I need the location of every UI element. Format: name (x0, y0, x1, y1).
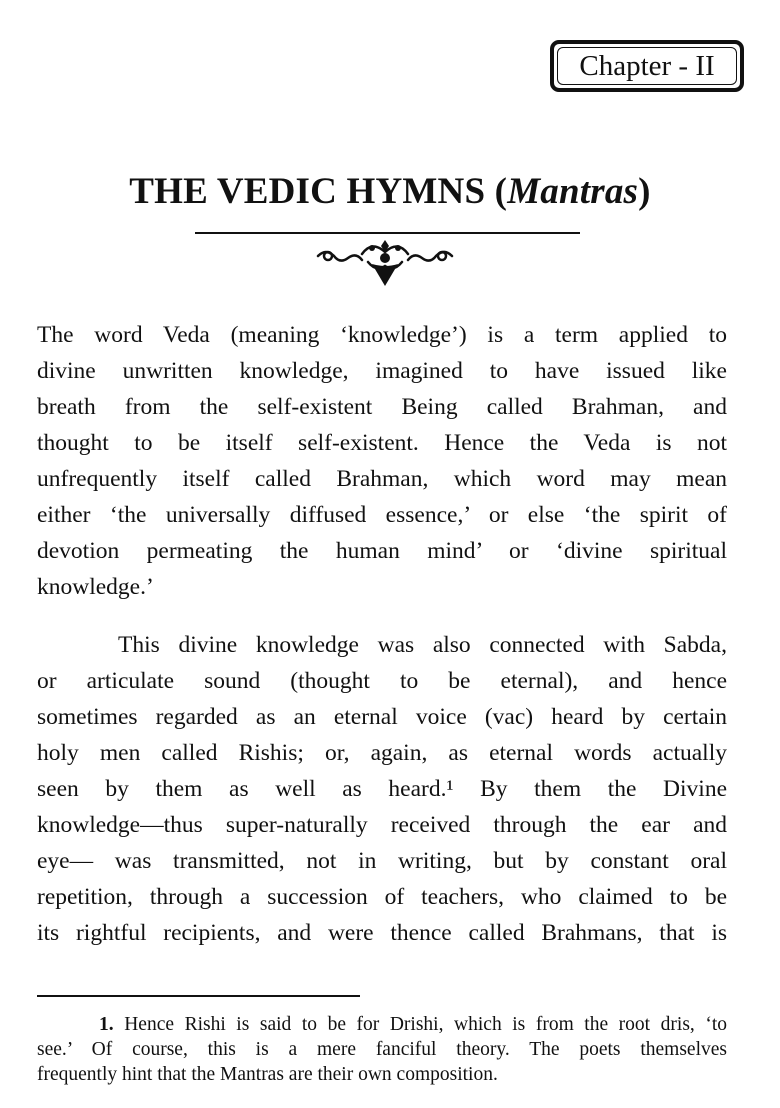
footnote-line: see.’ Of course, this is a mere fanciful theory. The poets themselves (37, 1039, 727, 1060)
chapter-title (0, 170, 780, 213)
footnote-line (37, 1012, 727, 1037)
title-italic: Mantras (507, 171, 639, 212)
title-main: THE VEDIC HYMNS ( (129, 171, 508, 212)
text-line: or articulate sound (thought to be eternal), and hence (37, 668, 727, 694)
text-line: holy men called Rishis; or, again, as eternal words actually (37, 740, 727, 766)
paragraph-1 (37, 317, 727, 605)
paragraph-2 (37, 627, 727, 951)
chapter-label-box (550, 40, 744, 92)
footnote-text: Hence Rishi is said to be for Drishi, which is from the root dris, ‘to (124, 1014, 728, 1035)
text-line: breath from the self-existent Being called Brahman, and (37, 394, 727, 420)
text-line: The word Veda (meaning ‘knowledge’) is a term applied to (37, 322, 727, 348)
text-line: repetition, through a succession of teachers, who claimed to be (37, 884, 727, 910)
footnote-divider (37, 995, 360, 997)
text-line: its rightful recipients, and were thence called Brahmans, that is (37, 920, 727, 946)
footnote-line: frequently hint that the Mantras are their own composition. (37, 1064, 498, 1085)
title-close: ) (638, 171, 651, 212)
text-line: knowledge.’ (37, 574, 154, 600)
text-line: seen by them as well as heard.¹ By them the Divine (37, 776, 727, 802)
text-line: unfrequently itself called Brahman, which word may mean (37, 466, 727, 492)
text-line: either ‘the universally diffused essence,’ or else ‘the spirit of (37, 502, 727, 528)
ornament-flourish-icon (310, 234, 460, 292)
text-line: devotion permeating the human mind’ or ‘divine spiritual (37, 538, 727, 564)
footnote (37, 1012, 727, 1087)
text-line: eye— was transmitted, not in writing, but by constant oral (37, 848, 727, 874)
text-line: divine unwritten knowledge, imagined to have issued like (37, 358, 727, 384)
footnote-number: 1. (99, 1014, 114, 1035)
text-line: This divine knowledge was also connected with Sabda, (118, 632, 727, 658)
chapter-label: Chapter - II (557, 47, 737, 85)
text-line: knowledge—thus super-naturally received through the ear and (37, 812, 727, 838)
text-line: thought to be itself self-existent. Hence the Veda is not (37, 430, 727, 456)
text-line: sometimes regarded as an eternal voice (vac) heard by certain (37, 704, 727, 730)
